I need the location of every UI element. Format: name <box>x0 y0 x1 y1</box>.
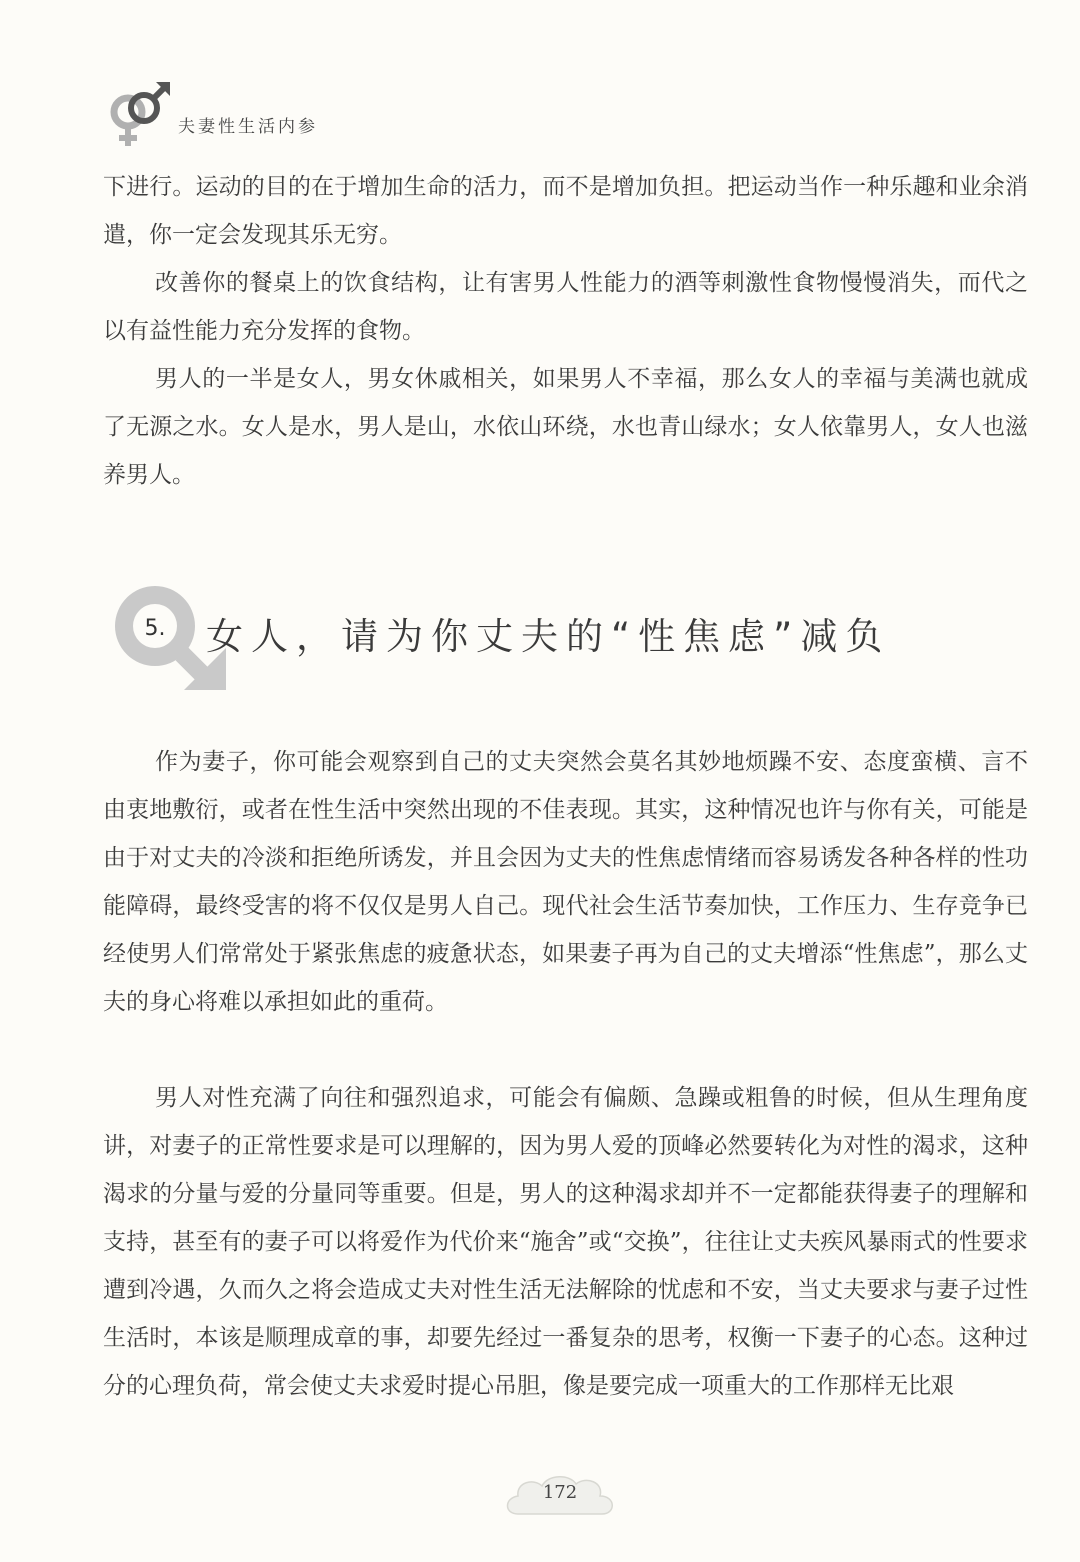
section-title: 女人，请为你丈夫的“性焦虑”减负 <box>206 615 891 658</box>
page-footer <box>500 1468 620 1524</box>
running-header <box>100 78 700 158</box>
paragraph-5: 男人对性充满了向往和强烈追求，可能会有偏颇、急躁或粗鲁的时候，但从生理角度讲，对妻子的正常性要求是可以理解的，因为男人爱的顶峰必然要转化为对性的渴求，这种渴求的分量与爱的分量同等重要。但是，男人的这种渴求却并不一定都能获得妻子的理解和支持，甚至有的妻子可以将爱作为代价来“施舍”或“交换”，往往让丈夫疾风暴雨式的性要求遭到冷遇，久而久之将会造成丈夫对性生活无法解除的忧虑和不安，当丈夫要求与妻子过性生活时，本该是顺理成章的事，却要先经过一番复杂的思考，权衡一下妻子的心态。这种过分的心理负荷，常会使丈夫求爱时提心吊胆，像是要完成一项重大的工作那样无比艰 <box>103 1085 1028 1399</box>
page-number: 172 <box>542 1482 578 1503</box>
section-heading <box>100 578 1000 708</box>
section-number: 5. <box>144 616 166 641</box>
gender-symbol-icon <box>100 78 180 158</box>
paragraph-2: 改善你的餐桌上的饮食结构，让有害男人性能力的酒等刺激性食物慢慢消失，而代之以有益性能力充分发挥的食物。 <box>103 270 1028 344</box>
paragraph-3: 男人的一半是女人，男女休戚相关，如果男人不幸福，那么女人的幸福与美满也就成了无源之水。女人是水，男人是山，水依山环绕，水也青山绿水；女人依靠男人，女人也滋养男人。 <box>103 366 1028 488</box>
paragraph-1: 下进行。运动的目的在于增加生命的活力，而不是增加负担。把运动当作一种乐趣和业余消遣，你一定会发现其乐无穷。 <box>103 174 1028 248</box>
header-title: 夫妻性生活内参 <box>178 117 318 137</box>
paragraph-4: 作为妻子，你可能会观察到自己的丈夫突然会莫名其妙地烦躁不安、态度蛮横、言不由衷地敷衍，或者在性生活中突然出现的不佳表现。其实，这种情况也许与你有关，可能是由于对丈夫的冷淡和拒绝所诱发，并且会因为丈夫的性焦虑情绪而容易诱发各种各样的性功能障碍，最终受害的将不仅仅是男人自己。现代社会生活节奏加快，工作压力、生存竞争已经使男人们常常处于紧张焦虑的疲惫状态，如果妻子再为自己的丈夫增添“性焦虑”，那么丈夫的身心将难以承担如此的重荷。 <box>103 749 1028 1015</box>
